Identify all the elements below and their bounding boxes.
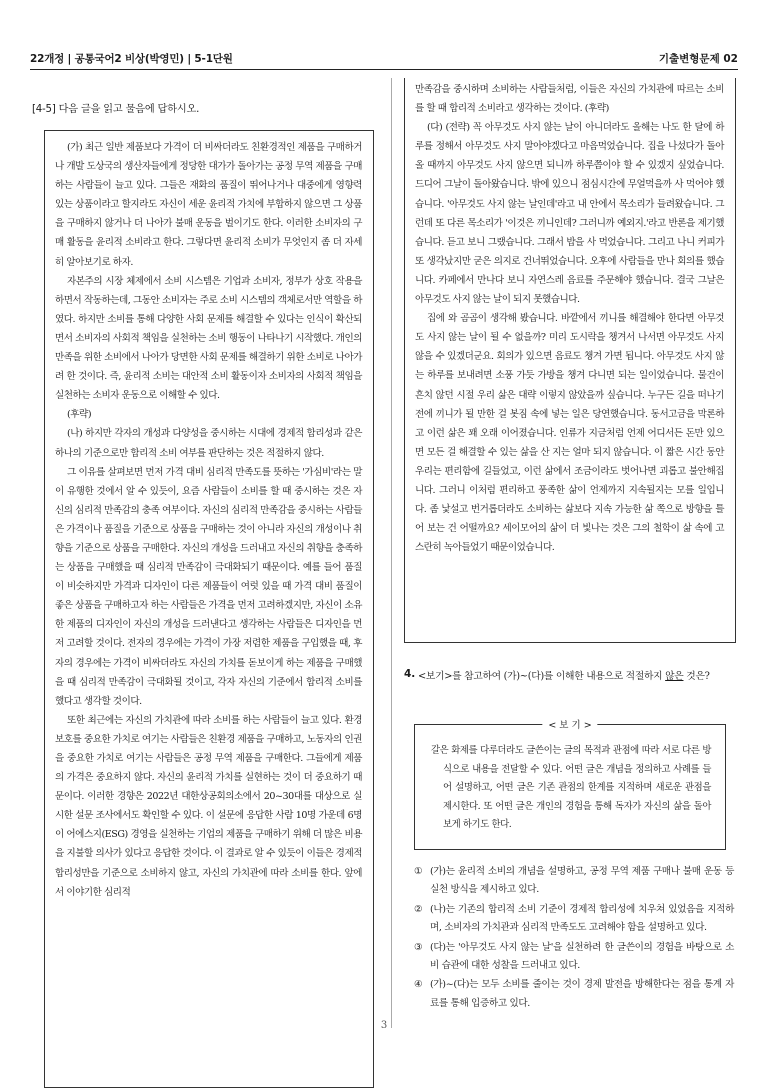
question-4: [404, 667, 734, 1009]
passage-paragraph: (후략): [67, 409, 92, 421]
passage-paragraph: 그 이유를 살펴보면 먼저 가격 대비 심리적 만족도를 뜻하는 '가심비'라는 말이 유행한 것에서 알 수 있듯이, 요즘 사람들이 소비를 할 때 중시하는 것은 자신의 심리적 만족감의 충족 여부이다. 자신의 심리적 만족감을 중시하는 사람들은 가격이나 품질을 기준으로 상품을 구매하는 것이 아니라 자신의 개성이나 취향을 기준으로 상품을 구매한다. 자신의 개성을 드러내고 자신의 취향을 충족하는 상품을 구매했을 때 심리적 만족감이 극대화되기 때문이다. 예를 들어 품질이 비슷하지만 가격과 디자인이 다른 제품들이 여럿 있을 때 가격 대비 품질이 좋은 상품을 구매하고자 하는 사람들은 가격을 먼저 고려하겠지만, 자신이 소유한 제품의 디자인이 자신의 개성을 드러낸다고 생각하는 사람들은 디자인을 먼저 고려할 것이다. 전자의 경우에는 가격이 가장 저렴한 제품을 구입했을 때, 후자의 경우에는 가격이 비싸더라도 자신의 가치를 돋보이게 하는 제품을 구매했을 때 심리적 만족감이 극대화될 것이고, 각자 자신의 기준에서 합리적 소비를 했다고 생각할 것이다.: [55, 466, 362, 707]
bogi-title: < 보 기 >: [542, 717, 597, 731]
left-column: [32, 78, 382, 898]
passage-paragraph: 만족감을 중시하며 소비하는 사람들처럼, 이들은 자신의 가치관에 따르는 소비를 할 때 합리적 소비라고 생각하는 것이다. (후략): [415, 84, 724, 115]
passage-paragraph: 또한 최근에는 자신의 가치관에 따라 소비를 하는 사람들이 늘고 있다. 환경 보호를 중요한 가치로 여기는 사람들은 친환경 제품을 구매하고, 노동자의 인권을 중요한 가치로 여기는 사람들은 공정 무역 제품을 구매한다. 그들에게 제품의 가격은 중요하지 않다. 자신의 윤리적 가치를 실현하는 것이 더 중요하기 때문이다. 이러한 경향은 2022년 대한상공회의소에서 20~30대를 대상으로 실시한 설문 조사에서도 확인할 수 있다. 이 설문에 응답한 사람 10명 가운데 6명이 어에스지(ESG) 경영을 실천하는 기업의 제품을 구매하기 위해 더 많은 비용을 지불할 의사가 있다고 응답한 것이다. 이 결과로 알 수 있듯이 이들은 경제적 합리성만을 기준으로 소비하지 않고, 자신의 가치관에 따라 소비를 한다. 앞에서 이야기한 심리적: [55, 714, 362, 898]
answer-choice[interactable]: [414, 939, 734, 976]
column-divider: [391, 78, 392, 1028]
stem-text-end: 것은?: [683, 671, 710, 682]
answer-choices: [414, 863, 734, 1014]
page-number: 3: [380, 1020, 388, 1031]
passage-box-left: [44, 130, 374, 1088]
stem-text: <보기>를 참고하여 (가)~(다)를 이해한 내용으로 적절하지: [418, 671, 666, 682]
passage-paragraph: (나) 하지만 각자의 개성과 다양성을 중시하는 시대에 경제적 합리성과 같은 하나의 기준으로만 합리적 소비 여부를 판단하는 것은 적절하지 않다.: [55, 428, 362, 459]
answer-choice[interactable]: [414, 901, 734, 938]
choice-number: ②: [414, 903, 423, 915]
question-stem: [418, 667, 734, 686]
answer-choice[interactable]: [414, 976, 734, 1013]
question-heading: [4-5] 다음 글을 읽고 물음에 답하시오.: [32, 104, 200, 115]
choice-number: ③: [414, 941, 423, 953]
bogi-box: [414, 720, 726, 850]
passage-paragraph: (다) (전략) 꼭 아무것도 사지 않는 날이 아니더라도 올해는 나도 한 달에 하루를 정해서 아무것도 사지 말아야겠다고 마음먹었습니다. 집을 나섰다가 돌아올 때까지 아무것도 사지 않으면 되니까 하루쯤이야 할 수 있겠지 싶었습니다. 드디어 그날이 돌아왔습니다. 밖에 있으니 점심시간에 무얼먹을까 사 먹어야 했습니다. '아무것도 사지 않는 날인데'라고 내 안에서 목소리가 들려왔습니다. 그런데 또 다른 목소리가 '이것은 끼니인데? 그러니까 예외지.'라고 반론을 제기했습니다. 듣고 보니 그랬습니다. 그래서 밥을 사 먹었습니다. 그리고 나니 커피가 또 생각났지만 굳은 의지로 건너뛰었습니다. 오후에 사람들을 만나 회의를 했습니다. 카페에서 만나다 보니 자연스레 음료를 주문해야 했습니다. 결국 그날은 아무것도 사지 않는 날이 되지 못했습니다.: [415, 122, 724, 306]
passage-box-right: [404, 78, 736, 643]
question-number: 4.: [404, 668, 416, 680]
bogi-text: 갈은 화제를 다루더라도 글쓴이는 글의 목적과 관점에 따라 서로 다른 방식으로 내용을 전달할 수 있다. 어떤 글은 개념을 정의하고 사례를 들어 설명하고, 어떤 글은 기존 관점의 한계를 지적하며 새로운 관점을 제시한다. 또 어떤 글은 개인의 경험을 통해 독자가 자신의 삶을 돌아보게 하기도 한다.: [431, 745, 711, 831]
choice-number: ①: [414, 866, 423, 877]
answer-choice[interactable]: [414, 863, 734, 900]
passage-paragraph: (가) 최근 일반 제품보다 가격이 더 비싸더라도 친환경적인 제품을 구매하거나 개발 도상국의 생산자들에게 정당한 대가가 돌아가는 공정 무역 제품을 구매하는 사람들이 늘고 있다. 그들은 재화의 품질이 뛰어나거나 대중에게 영향력 있는 상품이라고 할지라도 자신이 세운 윤리적 가치에 부합하지 않으면 그 상품을 구매하지 않거나 더 나아가 불매 운동을 벌이기도 한다. 이러한 소비자의 구매 활동을 윤리적 소비라고 한다. 그렇다면 윤리적 소비가 무엇인지 좀 더 자세히 알아보기로 하자.: [55, 142, 362, 268]
choice-text: (다)는 '아무것도 사지 않는 날'을 실천하려 한 글쓴이의 경험을 바탕으로 소비 습관에 대한 성찰을 드러내고 있다.: [430, 941, 734, 972]
header-right: 기출변형문제 02: [658, 53, 738, 65]
header-left: 22개정 | 공통국어2 비상(박영민) | 5-1단원: [30, 53, 233, 65]
choice-text: (가)는 윤리적 소비의 개념을 설명하고, 공정 무역 제품 구매나 불매 운동 등 실천 방식을 제시하고 있다.: [430, 866, 734, 896]
choice-text: (나)는 기존의 합리적 소비 기준이 경제적 합리성에 치우쳐 있었음을 지적하며, 소비자의 가치관과 심리적 만족도도 고려해야 함을 설명하고 있다.: [430, 903, 734, 934]
choice-text: (가)~(다)는 모두 소비를 줄이는 것이 경제 발전을 방해한다는 점을 통계 자료를 통해 입증하고 있다.: [430, 979, 734, 1009]
choice-number: ④: [414, 979, 423, 991]
passage-paragraph: 자본주의 시장 체제에서 소비 시스템은 기업과 소비자, 정부가 상호 작용을 하면서 작동하는데, 그동안 소비자는 주로 소비 시스템의 객체로서만 역할을 하였다. 하지만 소비를 통해 다양한 사회 문제를 해결할 수 있다는 인식이 확산되면서 소비자의 사회적 책임을 실천하는 소비 행동이 나타나기 시작했다. 개인의 만족을 위한 소비에서 나아가 당면한 사회 문제를 해결하기 위한 소비로 나아가려 한 것이다. 즉, 윤리적 소비는 대안적 소비 활동이자 소비자의 사회적 책임을 실천하는 소비자 운동으로 이해할 수 있다.: [55, 275, 362, 402]
stem-underline: 않은: [665, 671, 684, 682]
header-rule: [30, 69, 738, 70]
passage-paragraph: 집에 와 곰곰이 생각해 봤습니다. 바깥에서 끼니를 해결해야 한다면 아무것도 사지 않는 날이 될 수 없을까? 미리 도시락을 챙겨서 나서면 아무것도 사지 않을 수 있겠더군요. 회의가 있으면 음료도 챙겨 가면 됩니다. 아무것도 사지 않는 하루를 보내려면 소풍 가듯 가방을 챙겨 다니면 되는 일이었습니다. 물건이 흔치 않던 시절 우리 삶은 대략 이렇지 않았을까 싶습니다. 누구든 길을 떠나기 전에 끼니가 될 만한 걸 봇짐 속에 넣는 일은 당연했습니다. 동서고금을 막론하고 이런 삶은 꽤 오래 이어졌습니다. 인류가 지금처럼 언제 어디서든 돈만 있으면 모든 걸 해결할 수 있는 삶을 산 지는 얼마 되지 않습니다. 이 짧은 시간 동안 우리는 편리함에 길들었고, 이런 삶에서 조금이라도 벗어나면 괴롭고 불안해집니다. 그러니 이처럼 편리하고 풍족한 삶이 언제까지 지속될지는 모를 일입니다. 좀 낯설고 번거롭더라도 소비하는 삶보다 지속 가능한 삶 쪽으로 방향을 틀어 보는 건 어떨까요? 세이모어의 삶이 더 빛나는 것은 그의 철학이 삶 속에 고스란히 녹아들었기 때문이었습니다.: [415, 313, 724, 554]
